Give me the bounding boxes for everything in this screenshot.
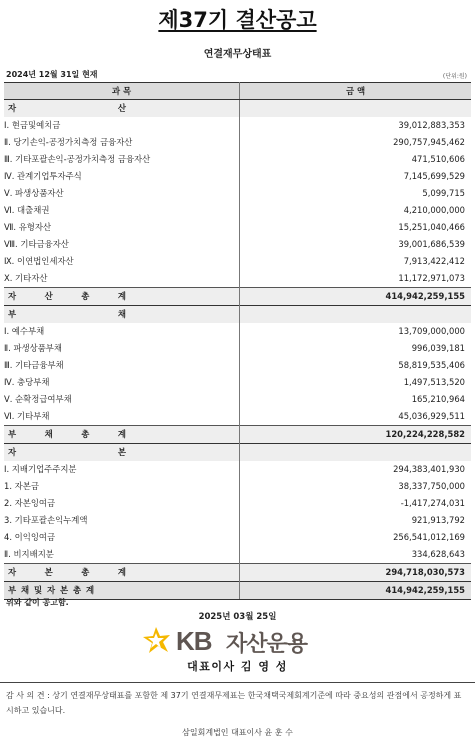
liabilities-total-label-char: 총 — [81, 429, 90, 439]
table-row — [4, 151, 471, 168]
equity-total-label — [8, 564, 126, 581]
table-row — [4, 495, 471, 512]
divider — [0, 682, 475, 683]
row-amount: 11,172,971,073 — [398, 273, 465, 283]
liabilities-section-label-cell — [4, 306, 240, 324]
table-row — [4, 512, 471, 529]
row-amount: 921,913,792 — [411, 515, 465, 525]
grand-total-row — [4, 582, 471, 600]
equity-total-amount: 294,718,030,573 — [240, 564, 472, 582]
row-label: 3. 기타포괄손익누계액 — [4, 512, 240, 529]
row-label: Ⅳ. 관계기업투자주식 — [4, 168, 240, 185]
assets-total-label-char: 총 — [81, 291, 90, 301]
row-amount: 256,541,012,169 — [393, 532, 465, 542]
row-amount: 471,510,606 — [411, 154, 465, 164]
closing-statement: 위와 같이 공고함. — [6, 598, 69, 607]
liabilities-total-label — [8, 426, 126, 443]
equity-section-label-char: 본 — [117, 447, 126, 457]
announce-date: 2025년 03월 25일 — [198, 612, 277, 622]
row-label: Ⅵ. 대출채권 — [4, 202, 240, 219]
table-row — [4, 357, 471, 374]
table-row — [4, 168, 471, 185]
liabilities-section-amount — [240, 306, 472, 324]
statement-title: 연결재무상태표 — [203, 49, 272, 60]
liabilities-total-label-char: 채 — [44, 429, 53, 439]
row-amount: 39,001,686,539 — [398, 239, 465, 249]
row-label: Ⅱ. 당기손익-공정가치측정 금융자산 — [4, 134, 240, 151]
row-amount: 996,039,181 — [411, 343, 465, 353]
assets-total-label-char: 계 — [117, 291, 126, 301]
table-header-row — [4, 83, 471, 100]
table-row — [4, 134, 471, 151]
row-amount: 4,210,000,000 — [403, 205, 465, 215]
header-item: 과 목 — [4, 83, 240, 100]
row-amount: 45,036,929,511 — [398, 411, 465, 421]
row-label: 4. 이익잉여금 — [4, 529, 240, 546]
logo-name: 자산운용 — [226, 632, 308, 657]
liabilities-total-row — [4, 426, 471, 444]
assets-total-label-char: 산 — [44, 291, 53, 301]
company-logo — [140, 624, 340, 658]
assets-section-row — [4, 100, 471, 118]
unit-label: (단위:원) — [442, 73, 467, 80]
table-row — [4, 185, 471, 202]
row-amount: 7,913,422,412 — [403, 256, 465, 266]
assets-section-label — [8, 100, 126, 117]
row-amount: 58,819,535,406 — [398, 360, 465, 370]
assets-total-amount: 414,942,259,155 — [240, 288, 472, 306]
table-row — [4, 323, 471, 340]
ceo-signature: 대표이사 김 영 성 — [187, 660, 288, 673]
assets-section-label-cell — [4, 100, 240, 118]
table-row — [4, 340, 471, 357]
row-amount: 334,628,643 — [411, 549, 465, 559]
liabilities-total-amount: 120,224,228,582 — [240, 426, 472, 444]
assets-section-label-char: 자 — [8, 103, 17, 113]
table-row — [4, 253, 471, 270]
equity-section-row — [4, 444, 471, 462]
liabilities-total-label-char: 부 — [8, 429, 17, 439]
row-label: Ⅵ. 기타부채 — [4, 408, 240, 426]
row-label: Ⅰ. 지배기업주주지분 — [4, 461, 240, 478]
assets-total-label — [8, 288, 126, 305]
equity-section-label-cell — [4, 444, 240, 462]
row-amount: 38,337,750,000 — [398, 481, 465, 491]
row-label: Ⅱ. 비지배지분 — [4, 546, 240, 564]
assets-total-row — [4, 288, 471, 306]
equity-total-label-char: 계 — [117, 567, 126, 577]
assets-section-label-char: 산 — [117, 103, 126, 113]
row-label: Ⅸ. 이연법인세자산 — [4, 253, 240, 270]
table-row — [4, 408, 471, 426]
row-label: Ⅲ. 기타금융부채 — [4, 357, 240, 374]
row-label: 2. 자본잉여금 — [4, 495, 240, 512]
equity-total-label-cell — [4, 564, 240, 582]
assets-section-amount — [240, 100, 472, 118]
equity-section-label — [8, 444, 126, 461]
equity-total-label-char: 본 — [44, 567, 53, 577]
audit-opinion: 감 사 의 견 : 상기 연결재무상태표를 포함한 제 37기 연결재무제표는 한국채택국제회계기준에 따라 중요성의 관점에서 공정하게 표시하고 있습니다. — [6, 691, 462, 715]
row-label: Ⅰ. 현금및예치금 — [4, 117, 240, 134]
row-amount: 165,210,964 — [411, 394, 465, 404]
row-label: Ⅰ. 예수부채 — [4, 323, 240, 340]
header-amount: 금 액 — [240, 83, 472, 100]
table-row — [4, 478, 471, 495]
table-row — [4, 546, 471, 564]
grand-total-label: 부 채 및 자 본 총 계 — [8, 585, 96, 595]
row-label: Ⅶ. 유형자산 — [4, 219, 240, 236]
balance-sheet-table — [4, 82, 471, 600]
row-amount: 7,145,699,529 — [403, 171, 465, 181]
row-amount: 5,099,715 — [422, 188, 465, 198]
assets-total-label-char: 자 — [8, 291, 17, 301]
table-row — [4, 117, 471, 134]
row-label: Ⅴ. 파생상품자산 — [4, 185, 240, 202]
grand-total-amount: 414,942,259,155 — [240, 582, 472, 600]
equity-section-label-char: 자 — [8, 447, 17, 457]
row-label: Ⅷ. 기타금융자산 — [4, 236, 240, 253]
liabilities-section-label-char: 부 — [8, 309, 17, 319]
kb-star-icon — [140, 625, 176, 657]
equity-total-row — [4, 564, 471, 582]
table-row — [4, 236, 471, 253]
row-amount: 13,709,000,000 — [398, 326, 465, 336]
equity-total-label-char: 자 — [8, 567, 17, 577]
row-amount: -1,417,274,031 — [400, 498, 465, 508]
assets-total-label-cell — [4, 288, 240, 306]
row-label: Ⅱ. 파생상품부채 — [4, 340, 240, 357]
row-amount: 39,012,883,353 — [398, 120, 465, 130]
row-amount: 1,497,513,520 — [403, 377, 465, 387]
liabilities-section-row — [4, 306, 471, 324]
as-of-date: 2024년 12월 31일 현재 — [6, 70, 98, 79]
auditor-signature: 삼일회계법인 대표이사 윤 훈 수 — [182, 728, 293, 737]
table-row — [4, 374, 471, 391]
equity-total-label-char: 총 — [81, 567, 90, 577]
liabilities-total-label-cell — [4, 426, 240, 444]
table-row — [4, 219, 471, 236]
row-label: Ⅳ. 충당부채 — [4, 374, 240, 391]
row-label: 1. 자본금 — [4, 478, 240, 495]
row-label: Ⅲ. 기타포괄손익-공정가치측정 금융자산 — [4, 151, 240, 168]
row-label: Ⅴ. 순확정급여부채 — [4, 391, 240, 408]
liabilities-section-label-char: 채 — [117, 309, 126, 319]
table-row — [4, 391, 471, 408]
row-amount: 290,757,945,462 — [393, 137, 465, 147]
table-row — [4, 270, 471, 288]
table-row — [4, 461, 471, 478]
logo-brand: KB — [176, 626, 212, 656]
row-amount: 294,383,401,930 — [393, 464, 465, 474]
table-row — [4, 529, 471, 546]
equity-section-amount — [240, 444, 472, 462]
row-amount: 15,251,040,466 — [398, 222, 465, 232]
liabilities-section-label — [8, 306, 126, 323]
page-title: 제37기 결산공고 — [158, 8, 317, 32]
row-label: Ⅹ. 기타자산 — [4, 270, 240, 288]
table-row — [4, 202, 471, 219]
liabilities-total-label-char: 계 — [117, 429, 126, 439]
